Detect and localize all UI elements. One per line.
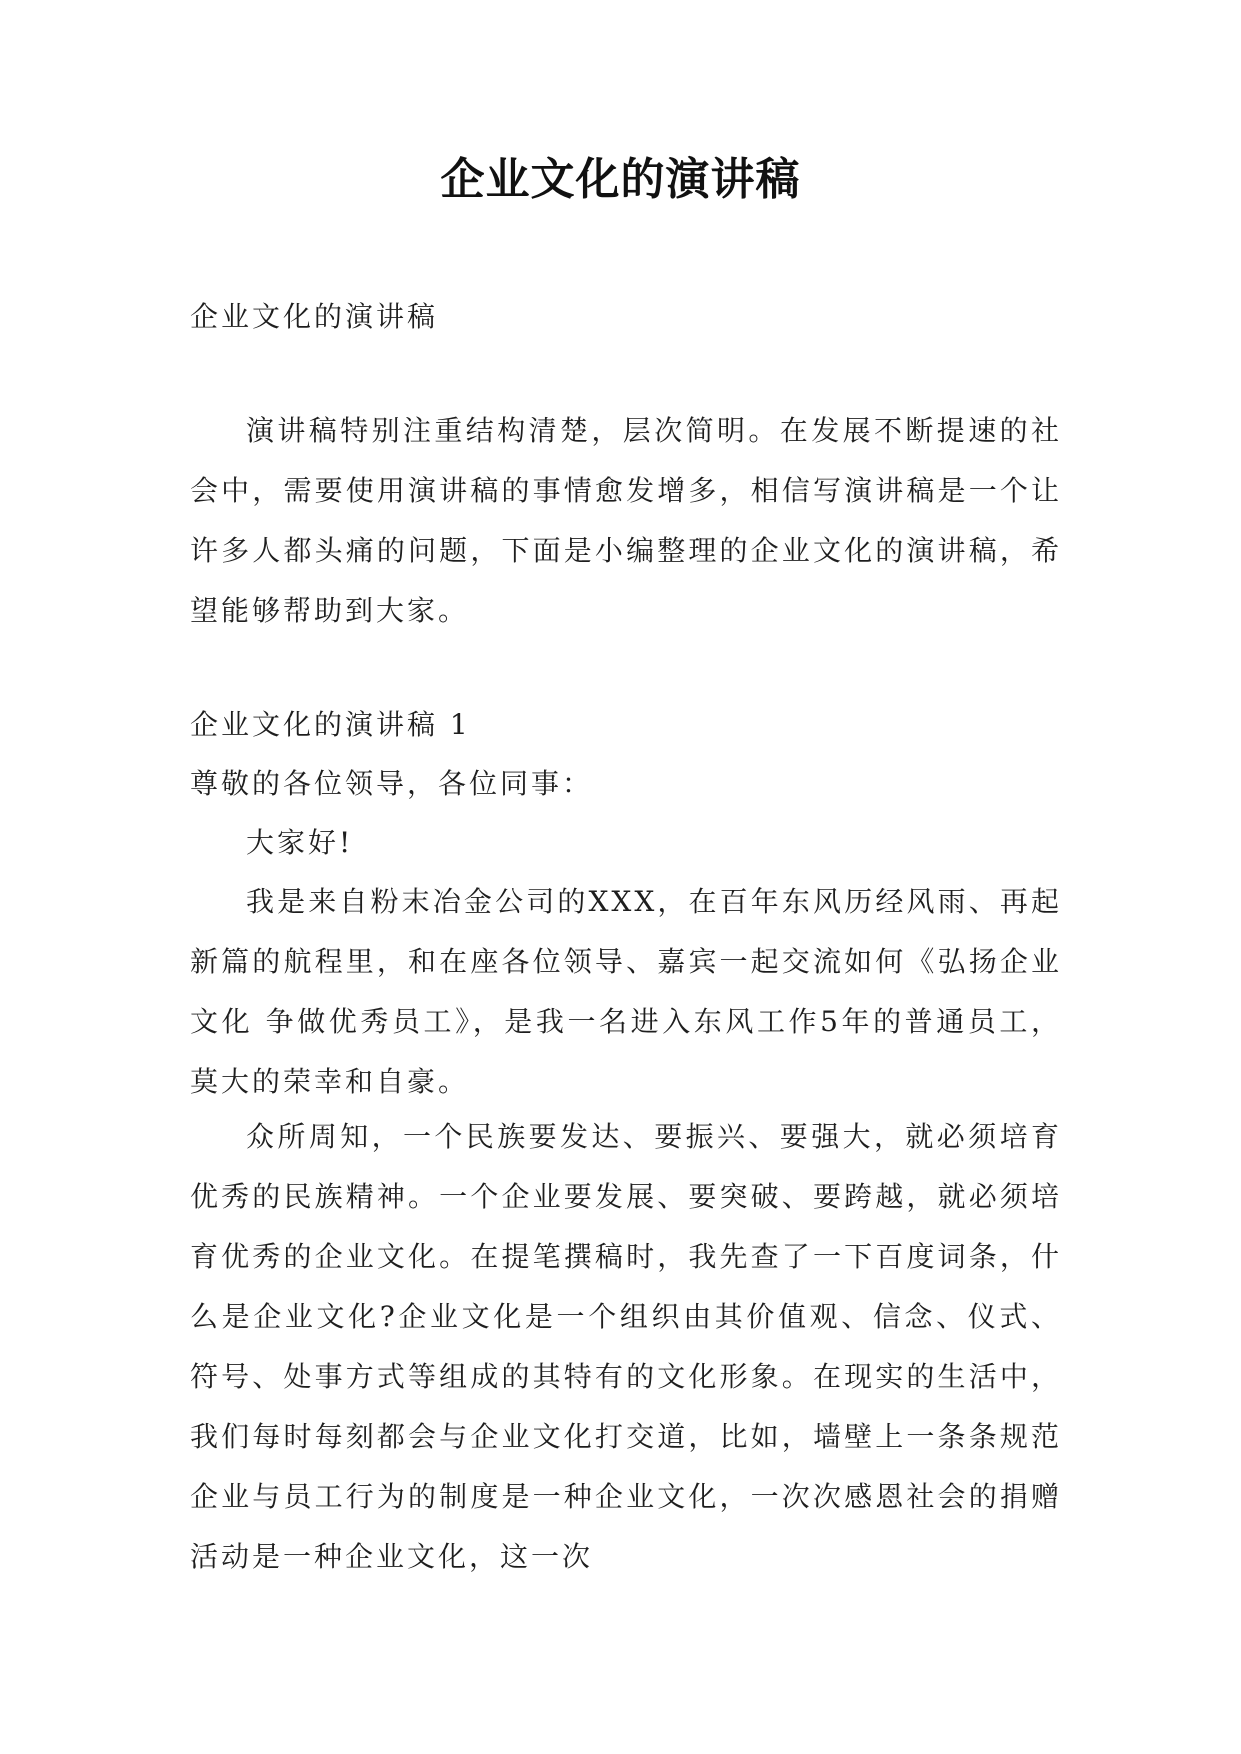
section-heading: 企业文化的演讲稿 1 [190,708,471,741]
speech-paragraph-2: 众所周知，一个民族要发达、要振兴、要强大，就必须培育优秀的民族精神。一个企业要发展、要突破、要跨越，就必须培育优秀的企业文化。在提笔撰稿时，我先查了一下百度词条，什么是企业文化?企业文化是一个组织由其价值观、信念、仪式、符号、处事方式等组成的其特有的文化形象。在现实的生活中，我们每时每刻都会与企业文化打交道，比如，墙壁上一条条规范企业与员工行为的制度是一种企业文化，一次次感恩社会的捐赠活动是一种企业文化，这一次 [190,1120,1062,1573]
speech-paragraph-1: 我是来自粉末冶金公司的XXX，在百年东风历经风雨、再起新篇的航程里，和在座各位领导、嘉宾一起交流如何《弘扬企业文化 争做优秀员工》，是我一名进入东风工作5年的普通员工，莫大的荣幸和自豪。 [190,885,1062,1098]
document-subtitle: 企业文化的演讲稿 [190,300,439,333]
intro-paragraph: 演讲稿特别注重结构清楚，层次简明。在发展不断提速的社会中，需要使用演讲稿的事情愈发增多，相信写演讲稿是一个让许多人都头痛的问题，下面是小编整理的企业文化的演讲稿，希望能够帮助到大家。 [190,414,1062,627]
document-title: 企业文化的演讲稿 [440,154,801,205]
salutation: 尊敬的各位领导，各位同事： [190,767,594,800]
greeting: 大家好! [246,826,354,859]
